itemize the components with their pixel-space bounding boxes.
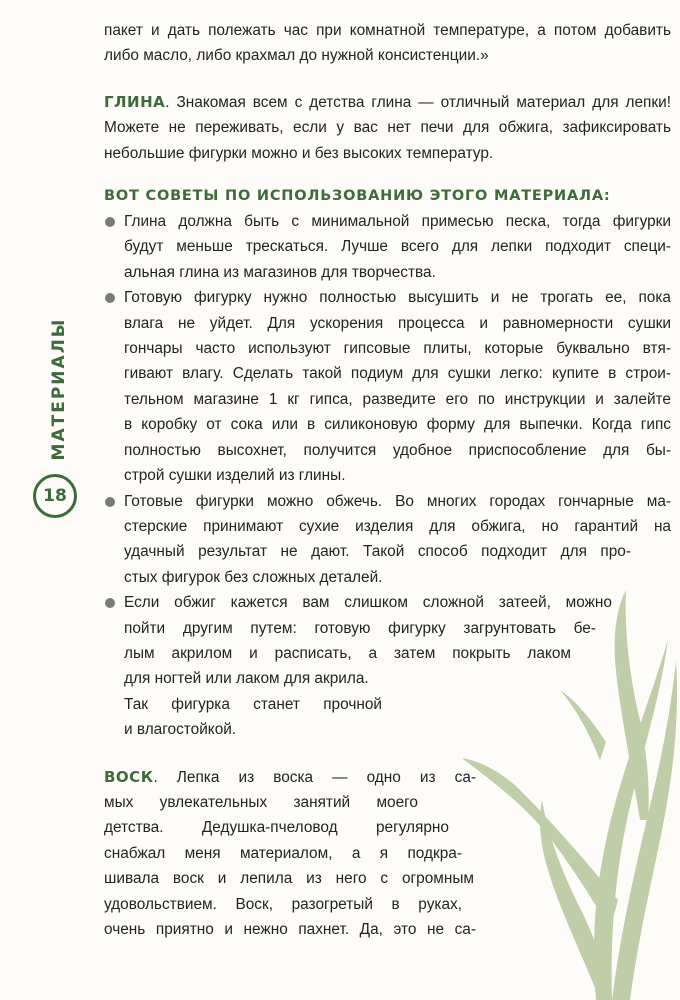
text-line: гончары часто используют гипсовые плиты, которые буквально втя- [124, 340, 671, 358]
text-line: в коробку от сока или в силиконовую форму для выпечки. Когда гипс [124, 416, 671, 434]
text-line: Готовую фигурку нужно полностью высушить и не трогать ее, пока [124, 289, 671, 307]
text-line: удачный результат не дают. Такой способ подходит для про- [124, 543, 631, 561]
page-content [104, 18, 671, 942]
text-line: Можете не переживать, если у вас нет печи для обжига, зафиксировать [104, 119, 671, 137]
text-line: Готовые фигурки можно обжечь. Во многих городах гончарные ма- [124, 492, 671, 510]
text-line: лым акрилом и расписать, а затем покрыть лаком [124, 644, 571, 662]
text-line: удовольствием. Воск, разогретый в руках, [104, 895, 462, 913]
text-line: строй сушки изделий из глины. [124, 467, 346, 485]
clay-text: . Знакомая всем с детства глина — отличный материал для лепки! [165, 93, 671, 111]
text-line [104, 90, 671, 115]
wax-keyword: ВОСК [104, 767, 154, 786]
text-line: и влагостойкой. [124, 721, 237, 739]
text-line: пакет и дать полежать час при комнатной температуре, а потом добавить [104, 22, 671, 39]
list-item [104, 489, 671, 591]
text-line: очень приятно и нежно пахнет. Да, это не са- [104, 921, 476, 938]
text-line: шивала воск и лепила из него с огромным [104, 870, 474, 888]
text-line: альная глина из магазинов для творчества. [124, 263, 436, 281]
intro-paragraph [104, 18, 671, 69]
tips-heading: ВОТ СОВЕТЫ ПО ИСПОЛЬЗОВАНИЮ ЭТОГО МАТЕРИАЛА: [104, 188, 611, 205]
text-line: стых фигурок без сложных деталей. [124, 568, 383, 586]
text-line: Если обжиг кажется вам слишком сложной затеей, можно [124, 594, 612, 612]
text-line: стерские принимают сухие изделия для обжига, но гарантий на [124, 517, 671, 535]
tips-list [104, 209, 671, 743]
text-line: детства. Дедушка-пчеловод регулярно [104, 819, 449, 837]
text-line: для ногтей или лаком для акрила. [124, 670, 369, 688]
text-line: гивают влагу. Сделать такой подиум для сушки легко: купите в строи- [124, 365, 671, 383]
text-line: тельном магазине 1 кг гипса, разведите его по инструкции и залейте [124, 390, 671, 408]
list-item [104, 285, 671, 488]
text-line: небольшие фигурки можно и без высоких температур. [104, 144, 494, 162]
text-line: Глина должна быть с минимальной примесью песка, тогда фигурки [124, 213, 671, 231]
page-number: 18 [33, 474, 77, 518]
list-item [104, 590, 671, 742]
wax-text: . Лепка из воска — одно из са- [153, 768, 476, 786]
section-label [34, 317, 84, 461]
text-line: полностью высохнет, получится удобное приспособление для бы- [124, 441, 671, 459]
text-line [104, 765, 476, 790]
section-label-text: МАТЕРИАЛЫ [49, 317, 69, 461]
text-line: будут меньше трескаться. Лучше всего для лепки подходит специ- [124, 238, 671, 256]
wax-paragraph [104, 765, 476, 943]
text-line: пойти другим путем: готовую фигурку загрунтовать бе- [124, 619, 596, 637]
text-line: снабжал меня материалом, а я подкра- [104, 844, 462, 862]
text-line: влага не уйдет. Для ускорения процесса и равномерности сушки [124, 314, 671, 332]
text-line: мых увлекательных занятий моего [104, 793, 418, 811]
clay-paragraph [104, 90, 671, 166]
list-item [104, 209, 671, 285]
clay-keyword: ГЛИНА [104, 92, 166, 111]
text-line: Так фигурка станет прочной [124, 695, 382, 713]
text-line: либо масло, либо крахмал до нужной консистенции.» [104, 47, 489, 65]
